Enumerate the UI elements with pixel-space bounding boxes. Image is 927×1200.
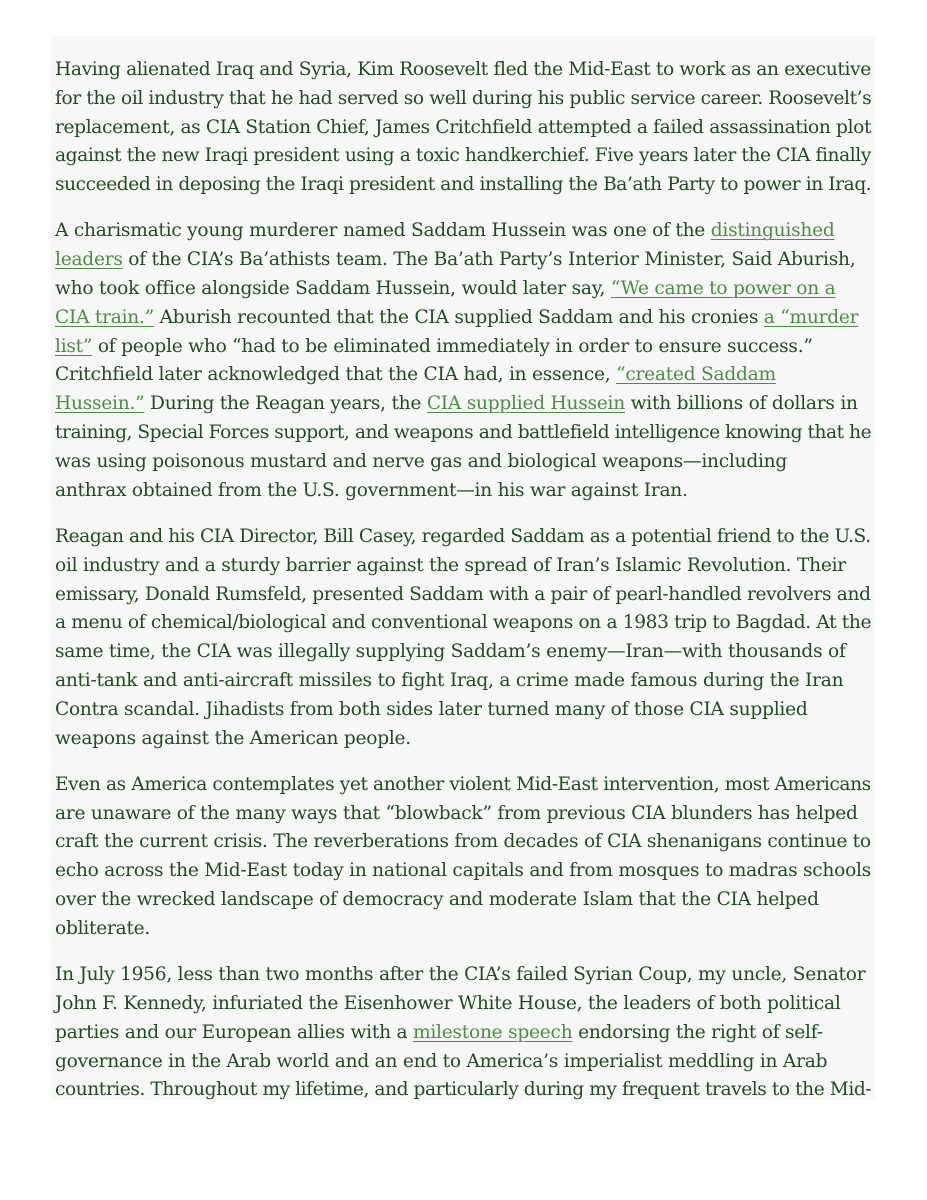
text-segment: are unaware of the many ways that “blowback” from previous CIA blunders has helped bbox=[55, 802, 858, 824]
text-line bbox=[55, 1076, 871, 1100]
text-line bbox=[55, 667, 871, 696]
text-line bbox=[55, 1019, 871, 1048]
text-line bbox=[55, 361, 871, 390]
text-line bbox=[55, 609, 871, 638]
source-link[interactable]: CIA supplied Hussein bbox=[426, 393, 625, 415]
text-line bbox=[55, 333, 871, 362]
text-line bbox=[55, 56, 871, 85]
text-line bbox=[55, 725, 871, 754]
text-line bbox=[55, 771, 871, 800]
text-line bbox=[55, 419, 871, 448]
source-link[interactable]: milestone speech bbox=[412, 1021, 573, 1043]
paragraph bbox=[55, 217, 871, 505]
source-link[interactable]: Hussein.” bbox=[55, 393, 145, 415]
text-line bbox=[55, 581, 871, 610]
text-segment: Having alienated Iraq and Syria, Kim Roosevelt fled the Mid-East to work as an executive bbox=[55, 59, 871, 80]
text-segment: who took office alongside Saddam Hussein, would later say, bbox=[55, 278, 611, 300]
paragraph bbox=[55, 961, 871, 1100]
text-segment: endorsing the right of self- bbox=[572, 1021, 823, 1043]
text-segment: anthrax obtained from the U.S. government—in his war against Iran. bbox=[55, 479, 688, 501]
text-line bbox=[55, 448, 871, 477]
text-segment: oil industry and a sturdy barrier against the spread of Iran’s Islamic Revolution. Their bbox=[55, 554, 846, 576]
text-segment: obliterate. bbox=[55, 917, 151, 939]
text-segment: replacement, as CIA Station Chief, James Critchfield attempted a failed assassination plot bbox=[55, 116, 872, 138]
text-segment: against the new Iraqi president using a toxic handkerchief. Five years later the CIA finally bbox=[55, 145, 871, 167]
text-line bbox=[55, 523, 871, 552]
text-line bbox=[55, 800, 871, 829]
text-segment: governance in the Arab world and an end to America’s imperialist meddling in Arab bbox=[55, 1050, 828, 1072]
text-segment: was using poisonous mustard and nerve gas and biological weapons—including bbox=[55, 450, 788, 472]
text-segment: of the CIA’s Ba’athists team. The Ba’ath Party’s Interior Minister, Said Aburish, bbox=[122, 249, 856, 271]
source-link[interactable]: list” bbox=[55, 335, 93, 357]
text-line bbox=[55, 142, 871, 171]
source-link[interactable]: CIA train.” bbox=[55, 306, 154, 328]
text-line bbox=[55, 390, 871, 419]
source-link[interactable]: “We came to power on a bbox=[610, 278, 836, 300]
text-line bbox=[55, 886, 871, 915]
source-link[interactable]: a “murder bbox=[763, 306, 859, 328]
text-line bbox=[55, 217, 871, 246]
text-line bbox=[55, 696, 871, 725]
text-line bbox=[55, 246, 871, 275]
text-segment: for the oil industry that he had served so well during his public service career. Roosevelt’s bbox=[55, 87, 872, 109]
text-line bbox=[55, 857, 871, 886]
source-link[interactable]: leaders bbox=[55, 249, 123, 271]
text-segment: A charismatic young murderer named Saddam Hussein was one of the bbox=[55, 220, 711, 242]
text-segment: echo across the Mid-East today in national capitals and from mosques to madras schools bbox=[55, 860, 871, 882]
text-line bbox=[55, 114, 871, 143]
text-segment: Contra scandal. Jihadists from both sides later turned many of those CIA supplied bbox=[55, 698, 808, 720]
text-segment: John F. Kennedy, infuriated the Eisenhower White House, the leaders of both political bbox=[55, 992, 841, 1014]
article-body bbox=[51, 36, 875, 1100]
text-segment: Even as America contemplates yet another violent Mid-East intervention, most Americans bbox=[55, 773, 871, 795]
text-line bbox=[55, 915, 871, 944]
text-segment: Aburish recounted that the CIA supplied Saddam and his cronies bbox=[153, 306, 764, 328]
paragraph bbox=[55, 771, 871, 944]
text-line bbox=[55, 990, 871, 1019]
text-segment: In July 1956, less than two months after the CIA’s failed Syrian Coup, my uncle, Senator bbox=[55, 964, 866, 986]
text-segment: weapons against the American people. bbox=[55, 727, 411, 749]
text-line bbox=[55, 552, 871, 581]
text-segment: craft the current crisis. The reverberations from decades of CIA shenanigans continue to bbox=[55, 831, 871, 853]
text-segment: over the wrecked landscape of democracy and moderate Islam that the CIA helped bbox=[55, 889, 819, 911]
text-segment: During the Reagan years, the bbox=[144, 393, 427, 415]
text-line bbox=[55, 85, 871, 114]
text-line bbox=[55, 275, 871, 304]
paragraph bbox=[55, 523, 871, 753]
text-segment: emissary, Donald Rumsfeld, presented Saddam with a pair of pearl-handled revolvers and bbox=[55, 583, 871, 605]
text-line bbox=[55, 304, 871, 333]
source-link[interactable]: distinguished bbox=[710, 220, 835, 242]
text-line bbox=[55, 828, 871, 857]
text-segment: succeeded in deposing the Iraqi president and installing the Ba’ath Party to power in Iraq. bbox=[55, 174, 872, 196]
text-segment: of people who “had to be eliminated immediately in order to ensure success.” bbox=[92, 335, 813, 357]
text-segment: a menu of chemical/biological and conventional weapons on a 1983 trip to Bagdad. At the bbox=[55, 612, 872, 634]
text-line bbox=[55, 1048, 871, 1077]
text-segment: countries. Throughout my lifetime, and particularly during my frequent travels to the Mid- bbox=[55, 1079, 872, 1100]
text-segment: same time, the CIA was illegally supplying Saddam’s enemy—Iran—with thousands of bbox=[55, 641, 846, 663]
text-line bbox=[55, 638, 871, 667]
text-line bbox=[55, 477, 871, 506]
text-segment: with billions of dollars in bbox=[624, 393, 858, 415]
text-segment: Reagan and his CIA Director, Bill Casey, regarded Saddam as a potential friend to the U.S. bbox=[55, 525, 871, 547]
paragraph bbox=[55, 56, 871, 200]
text-segment: parties and our European allies with a bbox=[55, 1021, 413, 1043]
text-line bbox=[55, 961, 871, 990]
text-segment: anti-tank and anti-aircraft missiles to fight Iraq, a crime made famous during the Iran bbox=[55, 669, 844, 691]
text-line bbox=[55, 171, 871, 200]
text-segment: Critchfield later acknowledged that the CIA had, in essence, bbox=[55, 364, 617, 386]
source-link[interactable]: “created Saddam bbox=[616, 364, 776, 386]
text-segment: training, Special Forces support, and weapons and battlefield intelligence knowing that he bbox=[55, 422, 872, 444]
document-page bbox=[51, 36, 875, 1100]
